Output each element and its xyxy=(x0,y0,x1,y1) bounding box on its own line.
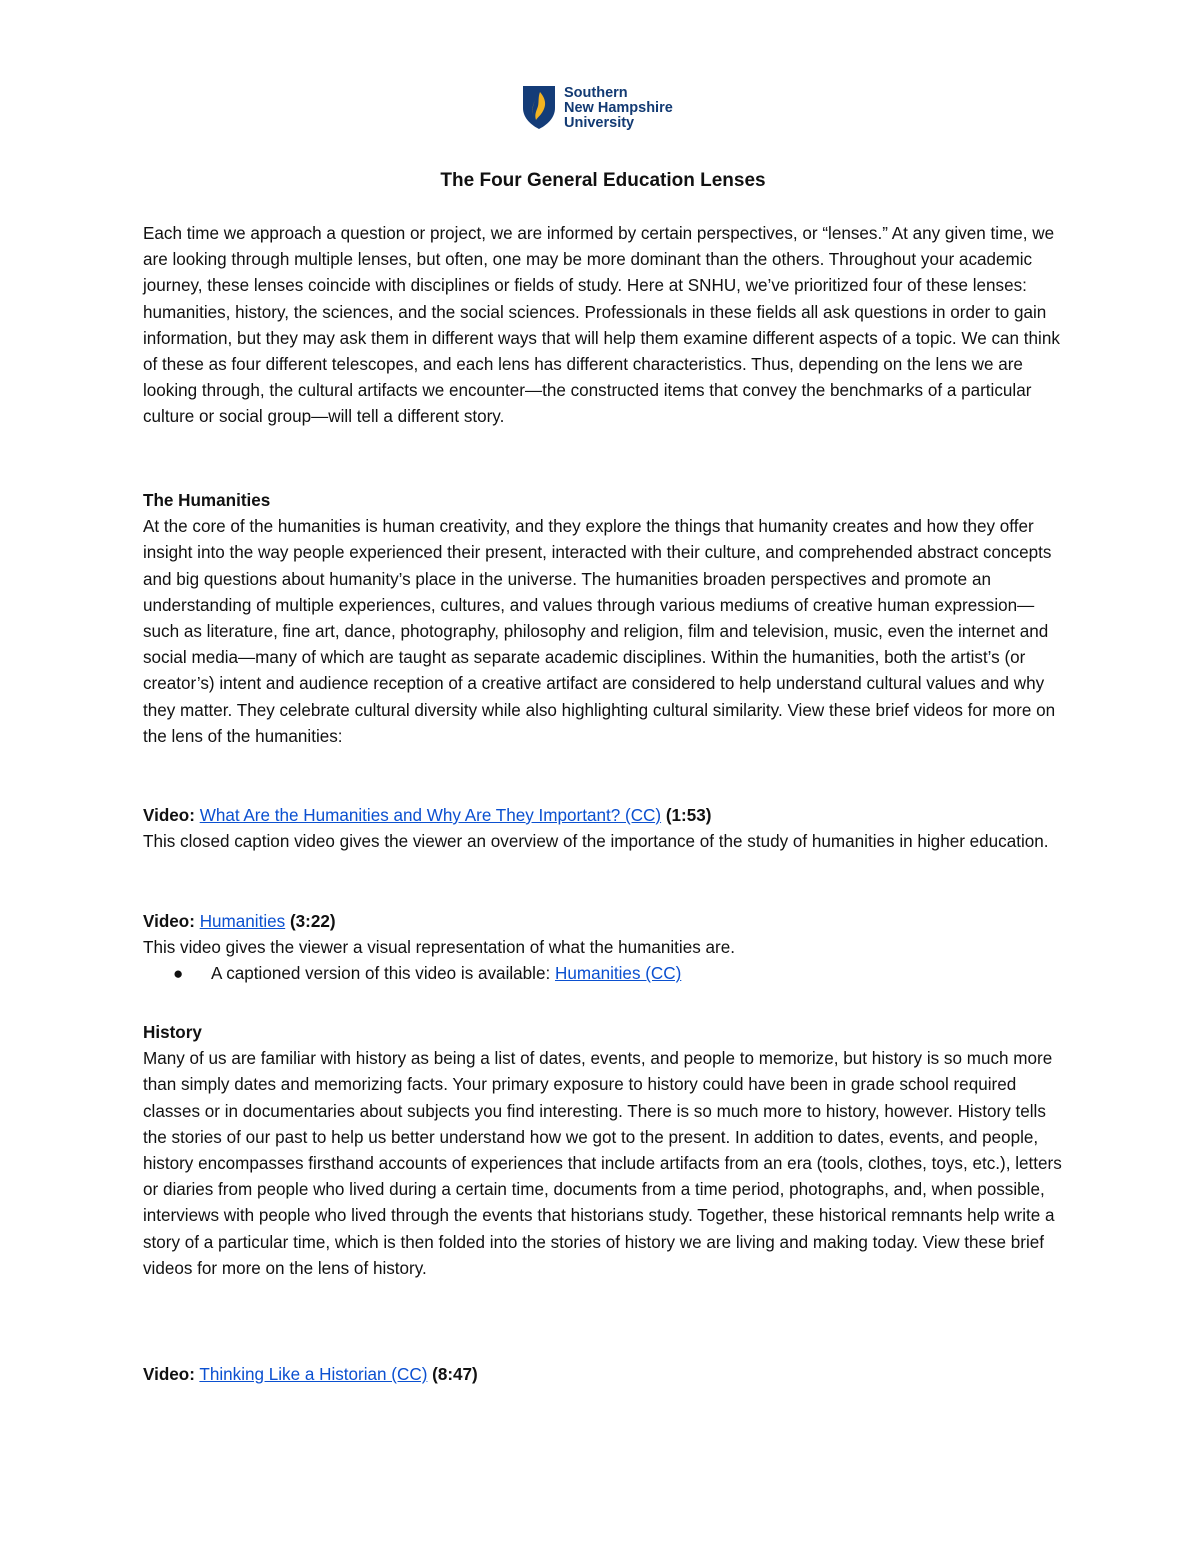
video-description: This video gives the viewer a visual representation of what the humanities are. xyxy=(143,938,735,958)
history-paragraph: Many of us are familiar with history as being a list of dates, events, and people to memorize, but history is so much more than simply dates and memorizing facts. Your primary exposure to history could have been in grade school required classes or in documentaries about subjects you find interesting. There is so much more to history, however. History tells the stories of our past to help us better understand how we got to the present. In addition to dates, events, and people, history encompasses firsthand accounts of experiences that include artifacts from an era (tools, clothes, toys, etc.), letters or diaries from people who lived during a certain time, documents from a time period, photographs, and, when possible, interviews with people who lived through the events that historians study. Together, these historical remnants help write a story of a particular time, which is then folded into the stories of history we are living and making today. View these brief videos for more on the lens of history. xyxy=(143,1049,1062,1278)
intro-section xyxy=(143,221,1063,431)
humanities-paragraph: At the core of the humanities is human creativity, and they explore the things that humanity creates and how they offer insight into the way people experienced their present, interacted with their culture, and comprehended abstract concepts and big questions about humanity’s place in the universe. The humanities broaden perspectives and promote an understanding of multiple experiences, cultures, and values through various mediums of creative human expression—such as literature, fine art, dance, photography, philosophy and religion, film and television, music, even the internet and social media—many of which are taught as separate academic disciplines. Within the humanities, both the artist’s (or creator’s) intent and audience reception of a creative artifact are considered to help understand cultural values and why they matter. They celebrate cultural diversity while also highlighting cultural similarity. View these brief videos for more on the lens of the humanities: xyxy=(143,517,1056,746)
bullet-text: A captioned version of this video is available: xyxy=(211,964,551,984)
video-link-thinking-like-historian[interactable]: Thinking Like a Historian (CC) xyxy=(199,1365,428,1384)
university-logo xyxy=(521,84,691,134)
shield-flame-icon xyxy=(521,84,557,130)
humanities-video-2 xyxy=(143,909,1063,988)
bullet-icon: ● xyxy=(173,964,184,984)
logo-line-2: New Hampshire xyxy=(564,100,673,116)
humanities-heading: The Humanities xyxy=(143,491,271,510)
video-line xyxy=(143,1362,1063,1388)
history-video-1 xyxy=(143,1362,1063,1388)
logo-wordmark xyxy=(564,86,673,131)
video-line xyxy=(143,909,1063,935)
video-duration: (1:53) xyxy=(665,806,712,825)
history-heading: History xyxy=(143,1023,202,1042)
video-line xyxy=(143,803,1063,829)
logo-line-1: Southern xyxy=(564,85,628,101)
bullet-item xyxy=(143,961,1063,987)
history-section xyxy=(143,1020,1063,1282)
video-label: Video: xyxy=(143,1365,195,1384)
humanities-video-1 xyxy=(143,803,1063,855)
document-title: The Four General Education Lenses xyxy=(440,170,766,191)
video-link-humanities[interactable]: Humanities xyxy=(199,912,286,931)
logo-line-3: University xyxy=(564,115,635,131)
video-label: Video: xyxy=(143,806,195,825)
video-description: This closed caption video gives the viewer an overview of the importance of the study of humanities in higher education. xyxy=(143,832,1049,852)
video-duration: (3:22) xyxy=(289,912,336,931)
humanities-section xyxy=(143,488,1063,750)
video-link-what-are-humanities[interactable]: What Are the Humanities and Why Are They Important? (CC) xyxy=(199,806,662,825)
intro-paragraph: Each time we approach a question or project, we are informed by certain perspectives, or “lenses.” At any given time, we are looking through multiple lenses, but often, one may be more dominant than the others. Throughout your academic journey, these lenses coincide with disciplines or fields of study. Here at SNHU, we’ve prioritized four of these lenses: humanities, history, the sciences, and the social sciences. Professionals in these fields all ask questions in order to gain information, but they may ask them in different ways that will help them examine different aspects of a topic. We can think of these as four different telescopes, and each lens has different characteristics. Thus, depending on the lens we are looking through, the cultural artifacts we encounter—the constructed items that convey the benchmarks of a particular culture or social group—will tell a different story. xyxy=(143,224,1060,427)
video-link-humanities-cc[interactable]: Humanities (CC) xyxy=(554,964,682,984)
video-label: Video: xyxy=(143,912,195,931)
video-duration: (8:47) xyxy=(432,1365,478,1384)
